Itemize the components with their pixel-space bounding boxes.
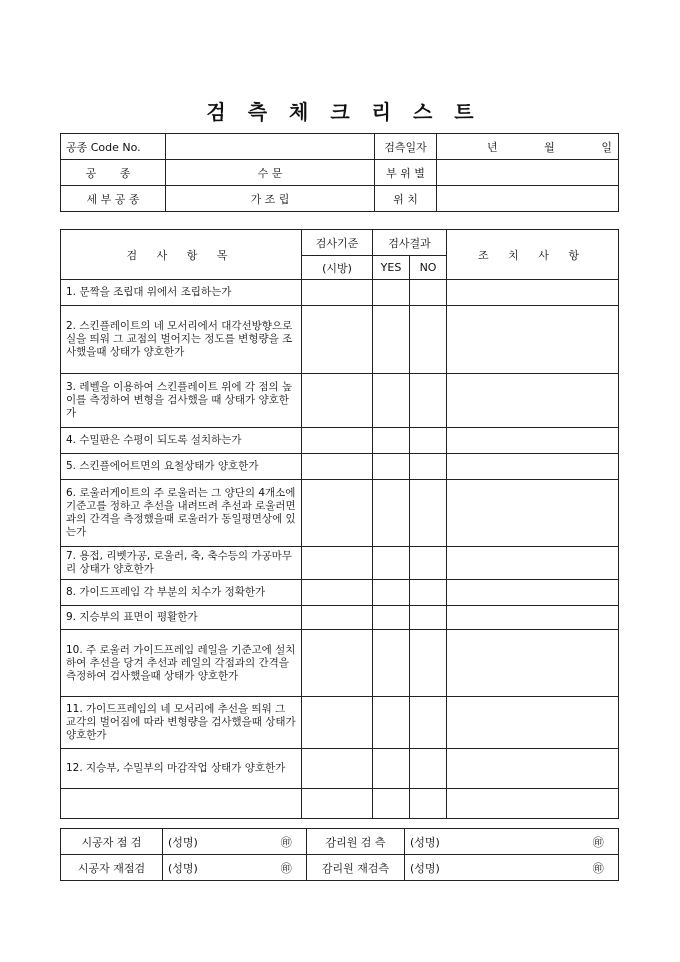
yes-cell[interactable] (373, 630, 410, 697)
table-row (61, 547, 619, 580)
table-row (61, 697, 619, 749)
no-cell[interactable] (410, 454, 447, 480)
col-no-header: NO (410, 256, 447, 280)
action-cell[interactable] (447, 306, 619, 374)
table-row (61, 749, 619, 789)
item-text: 12. 지승부, 수밀부의 마감작업 상태가 양호한가 (61, 749, 302, 789)
page-title: 검측체크리스트 (206, 100, 496, 124)
supervisor-label: 감리원 검 측 (307, 829, 405, 855)
date-label: 검측일자 (375, 134, 437, 160)
table-row (61, 454, 619, 480)
table-row (61, 480, 619, 547)
no-cell[interactable] (410, 789, 447, 819)
yes-cell[interactable] (373, 428, 410, 454)
supervisor-label: 감리원 재검측 (307, 855, 405, 881)
signer-label: 시공자 점 검 (61, 829, 163, 855)
standard-cell[interactable] (302, 480, 373, 547)
yes-cell[interactable] (373, 749, 410, 789)
item-text: 4. 수밀판은 수평이 되도록 설치하는가 (61, 428, 302, 454)
item-text: 6. 로울러게이트의 주 로울러는 그 양단의 4개소에 기준고를 정하고 추선을 내려뜨려 추선과 로울러면과의 간격을 측정했을때 로울러가 동일평면상에 있는가 (61, 480, 302, 547)
col-standard-header: 검사기준 (302, 230, 373, 256)
inspection-table (60, 229, 619, 819)
yes-cell[interactable] (373, 580, 410, 606)
signature-row (61, 855, 619, 881)
action-cell[interactable] (447, 789, 619, 819)
yes-cell[interactable] (373, 697, 410, 749)
yes-cell[interactable] (373, 374, 410, 428)
action-cell[interactable] (447, 280, 619, 306)
standard-cell[interactable] (302, 749, 373, 789)
no-cell[interactable] (410, 606, 447, 630)
no-cell[interactable] (410, 306, 447, 374)
col-yes-header: YES (373, 256, 410, 280)
standard-cell[interactable] (302, 580, 373, 606)
signer-label: 시공자 재점검 (61, 855, 163, 881)
no-cell[interactable] (410, 374, 447, 428)
action-cell[interactable] (447, 428, 619, 454)
item-text: 3. 레벨을 이용하여 스킨플레이트 위에 각 점의 높이를 측정하여 변형을 검사했을 때 상태가 양호한가 (61, 374, 302, 428)
no-cell[interactable] (410, 547, 447, 580)
yes-cell[interactable] (373, 454, 410, 480)
no-cell[interactable] (410, 428, 447, 454)
standard-cell[interactable] (302, 280, 373, 306)
col-action-header: 조 치 사 항 (447, 230, 619, 280)
location-value[interactable] (437, 186, 619, 212)
table-row (61, 428, 619, 454)
table-row (61, 580, 619, 606)
seal-mark: ㊞ (267, 855, 307, 881)
item-text: 7. 용접, 리벳가공, 로울러, 축, 축수등의 가공마무리 상태가 양호한가 (61, 547, 302, 580)
standard-cell[interactable] (302, 306, 373, 374)
no-cell[interactable] (410, 697, 447, 749)
action-cell[interactable] (447, 697, 619, 749)
item-text: 5. 스킨플에어트면의 요철상태가 양호한가 (61, 454, 302, 480)
standard-cell[interactable] (302, 547, 373, 580)
standard-cell[interactable] (302, 630, 373, 697)
no-cell[interactable] (410, 480, 447, 547)
date-value[interactable] (437, 134, 619, 160)
seal-mark: ㊞ (579, 855, 619, 881)
signature-name[interactable]: (성명) (405, 855, 579, 881)
table-row (61, 280, 619, 306)
item-text: 1. 문짝을 조립대 위에서 조립하는가 (61, 280, 302, 306)
no-cell[interactable] (410, 630, 447, 697)
work-label: 공 종 (61, 160, 166, 186)
standard-cell[interactable] (302, 697, 373, 749)
item-text: 9. 지승부의 표면이 평활한가 (61, 606, 302, 630)
location-label: 위 치 (375, 186, 437, 212)
item-text: 10. 주 로울러 가이드프레임 레일을 기준고에 설치하여 추선을 당겨 추선과 레일의 각점과의 간격을 측정하여 검사했을때 상태가 양호한가 (61, 630, 302, 697)
yes-cell[interactable] (373, 547, 410, 580)
part-value[interactable] (437, 160, 619, 186)
standard-cell[interactable] (302, 606, 373, 630)
table-row (61, 789, 619, 819)
signature-name[interactable]: (성명) (163, 855, 267, 881)
table-row (61, 630, 619, 697)
signature-name[interactable]: (성명) (163, 829, 267, 855)
code-value[interactable] (166, 134, 375, 160)
action-cell[interactable] (447, 374, 619, 428)
col-item-header: 검 사 항 목 (61, 230, 302, 280)
code-label: 공종 Code No. (61, 134, 166, 160)
no-cell[interactable] (410, 580, 447, 606)
no-cell[interactable] (410, 749, 447, 789)
yes-cell[interactable] (373, 306, 410, 374)
item-text: 11. 가이드프레임의 네 모서리에 추선을 띄워 그 교각의 벌어짐에 따라 변형량을 검사했을때 상태가 양호한가 (61, 697, 302, 749)
yes-cell[interactable] (373, 789, 410, 819)
item-text: 8. 가이드프레임 각 부분의 치수가 정확한가 (61, 580, 302, 606)
action-cell[interactable] (447, 606, 619, 630)
standard-cell[interactable] (302, 789, 373, 819)
work-value[interactable]: 수 문 (166, 160, 375, 186)
action-cell[interactable] (447, 454, 619, 480)
signature-name[interactable]: (성명) (405, 829, 579, 855)
seal-mark: ㊞ (267, 829, 307, 855)
part-label: 부 위 별 (375, 160, 437, 186)
col-result-header: 검사결과 (373, 230, 447, 256)
item-text (61, 789, 302, 819)
yes-cell[interactable] (373, 606, 410, 630)
header-table (60, 133, 619, 212)
action-cell[interactable] (447, 630, 619, 697)
date-month: 월 (544, 140, 555, 154)
table-row (61, 374, 619, 428)
item-text: 2. 스킨플레이트의 네 모서리에서 대각선방향으로 실을 띄워 그 교점의 벌어지는 정도를 변형량을 조사했을때 상태가 양호한가 (61, 306, 302, 374)
table-row (61, 306, 619, 374)
action-cell[interactable] (447, 749, 619, 789)
detail-label: 세 부 공 종 (61, 186, 166, 212)
col-standard-sub: (시방) (302, 256, 373, 280)
standard-cell[interactable] (302, 428, 373, 454)
standard-cell[interactable] (302, 374, 373, 428)
signature-table (60, 828, 619, 881)
table-row (61, 606, 619, 630)
date-day: 일 (601, 140, 612, 154)
signature-row (61, 829, 619, 855)
action-cell[interactable] (447, 580, 619, 606)
yes-cell[interactable] (373, 280, 410, 306)
detail-value[interactable]: 가 조 립 (166, 186, 375, 212)
action-cell[interactable] (447, 547, 619, 580)
seal-mark: ㊞ (579, 829, 619, 855)
date-year: 년 (487, 140, 498, 154)
action-cell[interactable] (447, 480, 619, 547)
no-cell[interactable] (410, 280, 447, 306)
yes-cell[interactable] (373, 480, 410, 547)
standard-cell[interactable] (302, 454, 373, 480)
